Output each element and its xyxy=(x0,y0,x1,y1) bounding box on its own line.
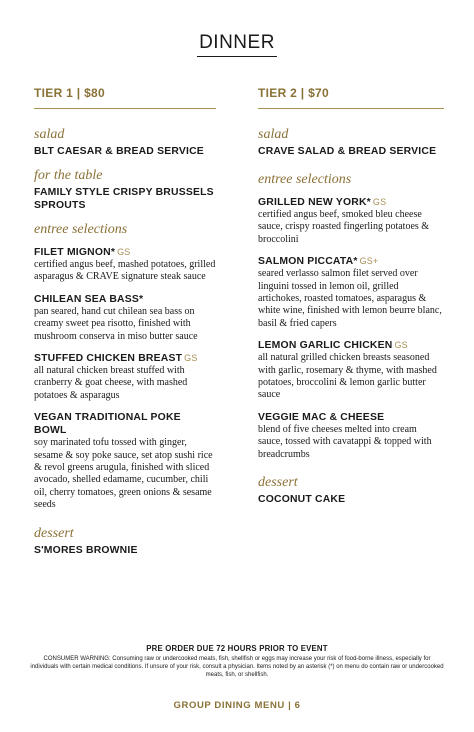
menu-item xyxy=(34,186,216,212)
tier1-column xyxy=(34,86,216,566)
section-label: dessert xyxy=(34,525,74,541)
gluten-sensitive-tag: GS+ xyxy=(359,256,379,267)
item-name: FILET MIGNON* GS xyxy=(34,247,131,258)
item-description: soy marinated tofu tossed with ginger, sesame & soy poke sauce, set atop sushi rice & revol greens arugula, finished with sliced avocado, shelled edamame, cucumber, chili oil, cherry tomatoes, green onions & sesame seeds xyxy=(34,437,213,511)
menu-item xyxy=(258,493,444,506)
item-description: certified angus beef, smoked bleu cheese sauce, crispy roasted fingerling potatoes & broccolini xyxy=(258,209,430,245)
section-label: entree selections xyxy=(34,222,128,237)
menu-item xyxy=(258,145,444,158)
menu-item xyxy=(34,145,216,158)
pre-order-notice: PRE ORDER DUE 72 HOURS PRIOR TO EVENT xyxy=(146,644,328,653)
item-name: BLT CAESAR & BREAD SERVICE xyxy=(34,146,204,157)
menu-item xyxy=(258,339,444,402)
divider xyxy=(34,108,216,109)
gluten-sensitive-tag: GS xyxy=(372,197,387,207)
item-description: blend of five cheeses melted into cream sauce, tossed with cavatappi & topped with breadcrumbs xyxy=(258,423,432,460)
item-name: VEGGIE MAC & CHEESE xyxy=(258,411,385,423)
page-title: DINNER xyxy=(0,32,474,54)
menu-item xyxy=(258,411,444,461)
menu-item xyxy=(34,293,216,343)
gluten-sensitive-tag: GS xyxy=(394,340,408,351)
item-description: certified angus beef, mashed potatoes, grilled asparagus & CRAVE signature steak sauce xyxy=(34,259,216,283)
item-name: SALMON PICCATA* GS+ xyxy=(258,256,379,268)
section-label: for the table xyxy=(34,168,103,183)
item-description: pan seared, hand cut chilean sea bass on creamy sweet pea risotto, finished with mushroom conserva in miso butter sauce xyxy=(34,305,198,342)
item-description: all natural grilled chicken breasts seasoned with garlic, rosemary & thyme, with mashed potatoes, broccolini & lemon garlic butter sauce xyxy=(258,352,437,401)
item-name: FAMILY STYLE CRISPY BRUSSELS SPROUTS xyxy=(34,187,214,211)
item-name: CHILEAN SEA BASS* xyxy=(34,293,144,305)
item-name: STUFFED CHICKEN BREAST GS xyxy=(34,353,198,365)
menu-item xyxy=(34,411,216,511)
item-description: all natural chicken breast stuffed with cranberry & goat cheese, with mashed potatoes & asparagus xyxy=(34,365,188,401)
item-name: CRAVE SALAD & BREAD SERVICE xyxy=(258,146,437,157)
menu-item xyxy=(34,246,216,284)
menu-item xyxy=(34,544,216,557)
tier1-heading: TIER 1 | $80 xyxy=(34,86,105,100)
item-name: S'MORES BROWNIE xyxy=(34,544,138,556)
section-label: entree selections xyxy=(258,172,352,187)
section-label: salad xyxy=(258,127,289,142)
section-label: salad xyxy=(34,127,65,142)
divider xyxy=(258,108,444,109)
menu-item xyxy=(258,255,444,330)
menu-item xyxy=(258,196,444,246)
page-footer: GROUP DINING MENU | 6 xyxy=(173,700,301,711)
item-description: seared verlasso salmon filet served over linguini tossed in lemon oil, grilled artichokes, roasted tomatoes, asparagus & white wine, finished with lemon beurre blanc, basil & fried capers xyxy=(258,268,442,329)
item-name: LEMON GARLIC CHICKEN GS xyxy=(258,340,408,352)
section-label: dessert xyxy=(258,475,298,491)
item-name: VEGAN TRADITIONAL POKE BOWL xyxy=(34,412,181,437)
consumer-warning: CONSUMER WARNING: Consuming raw or undercooked meats, fish, shellfish or eggs may increase your risk of food-borne illness, especially for individuals with certain medical conditions. If unsure of your risk, consult a physician. Items noted by an asterisk (*) on menu do contain raw or undercooked meats, fish, or shellfish. xyxy=(30,656,444,678)
gluten-sensitive-tag: GS xyxy=(184,353,198,364)
tier2-heading: TIER 2 | $70 xyxy=(258,86,329,100)
gluten-sensitive-tag: GS xyxy=(117,247,131,257)
menu-item xyxy=(34,352,216,402)
item-name: GRILLED NEW YORK* GS xyxy=(258,197,387,208)
tier2-column xyxy=(258,86,444,515)
item-name: COCONUT CAKE xyxy=(258,494,346,506)
